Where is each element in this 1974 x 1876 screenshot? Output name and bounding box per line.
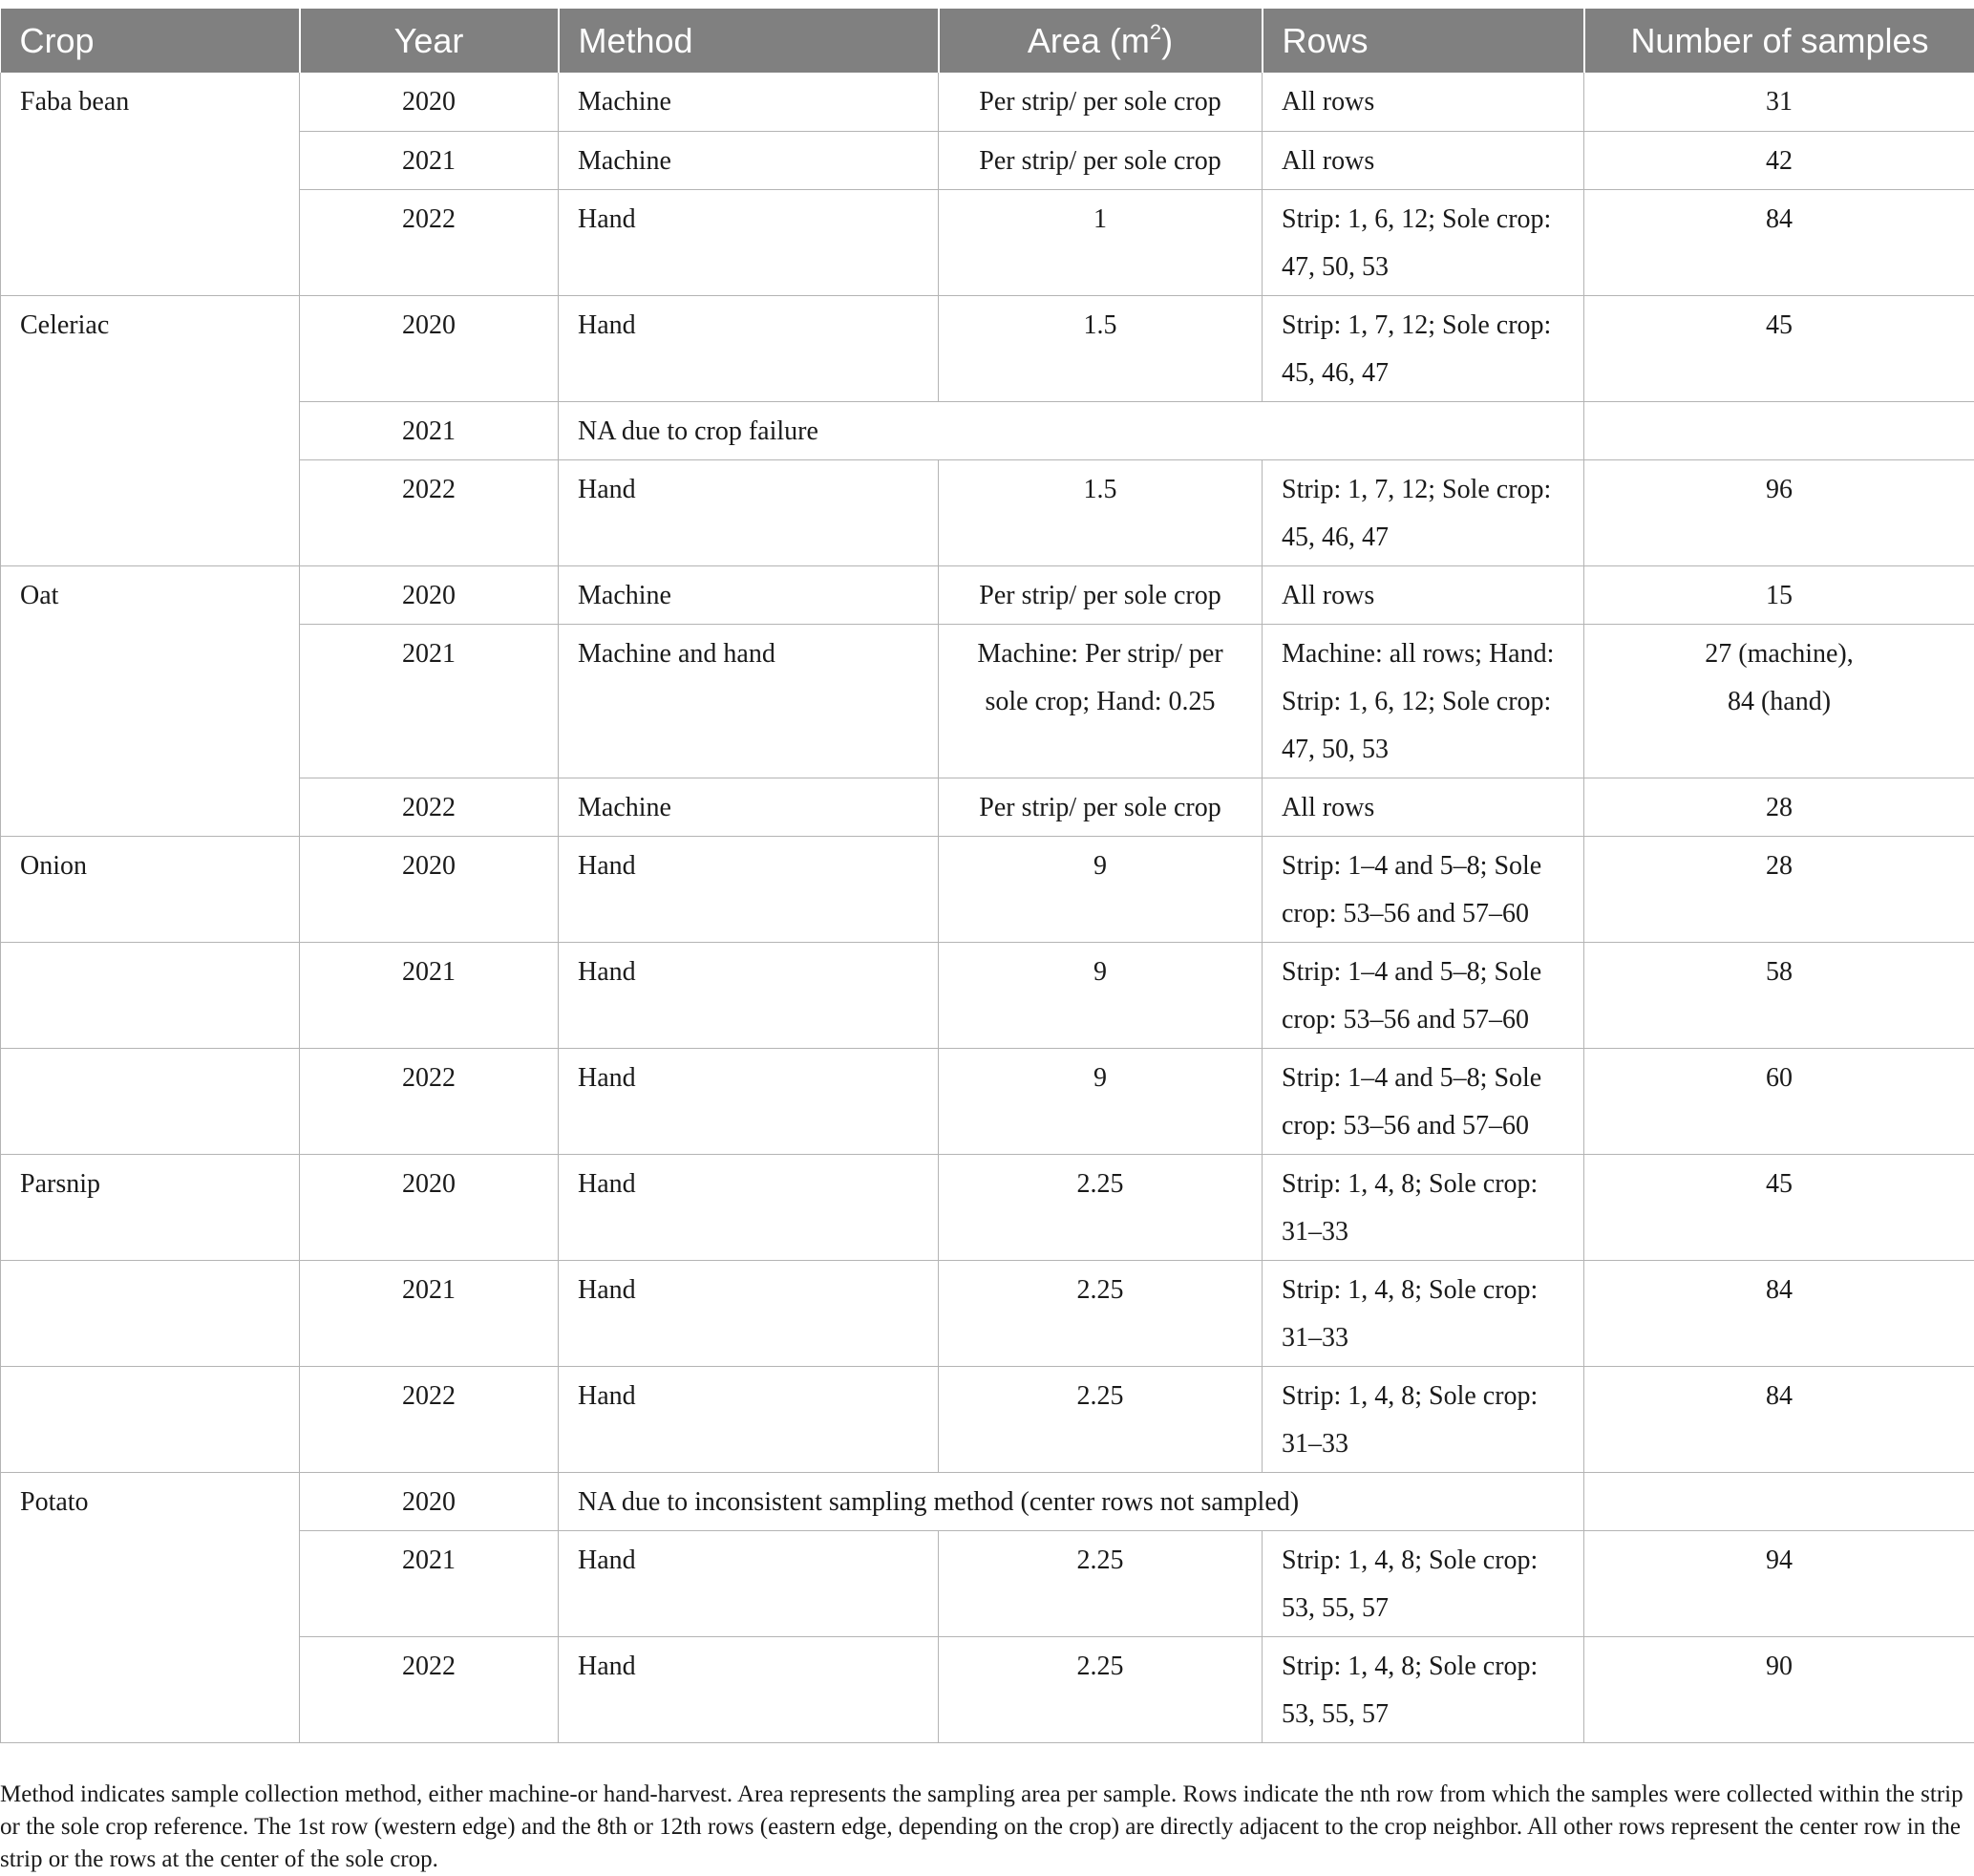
method-cell: Hand: [559, 189, 939, 295]
rows-cell: Strip: 1–4 and 5–8; Sole crop: 53–56 and 57–60: [1263, 836, 1584, 942]
rows-cell: Strip: 1, 7, 12; Sole crop: 45, 46, 47: [1263, 459, 1584, 565]
year-cell: 2022: [300, 189, 559, 295]
method-cell: Hand: [559, 1260, 939, 1366]
table-row: [1, 1472, 1974, 1530]
year-cell: 2021: [300, 1530, 559, 1636]
rows-cell: Machine: all rows; Hand: Strip: 1, 6, 12; Sole crop: 47, 50, 53: [1263, 624, 1584, 778]
area-cell: Per strip/ per sole crop: [939, 778, 1263, 836]
crop-cell-empty: [1, 1260, 300, 1366]
samples-cell: 45: [1584, 1154, 1974, 1260]
rows-cell: All rows: [1263, 778, 1584, 836]
rows-cell: Strip: 1, 6, 12; Sole crop: 47, 50, 53: [1263, 189, 1584, 295]
crop-cell: Potato: [1, 1472, 300, 1742]
crop-cell-empty: [1, 1048, 300, 1154]
area-cell: Per strip/ per sole crop: [939, 131, 1263, 189]
method-cell: Machine: [559, 778, 939, 836]
samples-hand: 84 (hand): [1603, 678, 1955, 726]
year-cell: 2021: [300, 131, 559, 189]
header-area-close: ): [1161, 21, 1173, 60]
crop-cell: Faba bean: [1, 73, 300, 295]
crop-cell: Parsnip: [1, 1154, 300, 1260]
table-body: [1, 73, 1974, 1742]
area-cell: 9: [939, 836, 1263, 942]
area-cell: Machine: Per strip/ per sole crop; Hand: 0.25: [939, 624, 1263, 778]
table-header: [1, 9, 1974, 73]
method-cell: Hand: [559, 1530, 939, 1636]
rows-cell: Strip: 1–4 and 5–8; Sole crop: 53–56 and 57–60: [1263, 942, 1584, 1048]
rows-cell: Strip: 1–4 and 5–8; Sole crop: 53–56 and 57–60: [1263, 1048, 1584, 1154]
table-footnote: Method indicates sample collection method, either machine-or hand-harvest. Area represents the sampling area per sample. Rows indicate the nth row from which the samples were collected within the strip or the sole crop reference. The 1st row (western edge) and the 8th or 12th rows (eastern edge, depending on the crop) are directly adjacent to the crop neighbor. All other rows represent the center row in the strip or the rows at the center of the sole crop.: [0, 1779, 1967, 1876]
samples-cell: [1584, 401, 1974, 459]
rows-cell: All rows: [1263, 73, 1584, 131]
area-cell: 1: [939, 189, 1263, 295]
crop-cell: Celeriac: [1, 295, 300, 565]
method-cell: Machine: [559, 73, 939, 131]
table-row: [1, 1048, 1974, 1154]
samples-cell: 58: [1584, 942, 1974, 1048]
header-crop: Crop: [1, 9, 300, 73]
year-cell: 2022: [300, 778, 559, 836]
table-row: [1, 1366, 1974, 1472]
method-cell: Hand: [559, 942, 939, 1048]
rows-cell: Strip: 1, 4, 8; Sole crop: 31–33: [1263, 1260, 1584, 1366]
header-area: [939, 9, 1263, 73]
rows-cell: Strip: 1, 7, 12; Sole crop: 45, 46, 47: [1263, 295, 1584, 401]
method-cell: Hand: [559, 1048, 939, 1154]
area-cell: 2.25: [939, 1260, 1263, 1366]
sampling-table: [0, 9, 1974, 1743]
samples-cell: [1584, 1472, 1974, 1530]
rows-cell: Strip: 1, 4, 8; Sole crop: 31–33: [1263, 1154, 1584, 1260]
method-cell: Machine and hand: [559, 624, 939, 778]
samples-machine: 27 (machine),: [1603, 630, 1955, 678]
method-cell: Machine: [559, 131, 939, 189]
year-cell: 2020: [300, 1472, 559, 1530]
method-cell: Hand: [559, 836, 939, 942]
crop-cell: Oat: [1, 565, 300, 836]
table-row: [1, 1260, 1974, 1366]
samples-cell: 31: [1584, 73, 1974, 131]
crop-cell: Onion: [1, 836, 300, 942]
header-method: Method: [559, 9, 939, 73]
table-row: [1, 565, 1974, 624]
crop-cell-empty: [1, 1366, 300, 1472]
samples-cell: 96: [1584, 459, 1974, 565]
year-cell: 2020: [300, 1154, 559, 1260]
header-area-label: Area (m: [1028, 21, 1150, 60]
samples-cell: 45: [1584, 295, 1974, 401]
table-row: [1, 942, 1974, 1048]
method-cell: Hand: [559, 459, 939, 565]
area-cell: Per strip/ per sole crop: [939, 565, 1263, 624]
table-row: [1, 73, 1974, 131]
na-note-cell: NA due to inconsistent sampling method (center rows not sampled): [559, 1472, 1584, 1530]
samples-cell: 28: [1584, 778, 1974, 836]
header-area-superscript: 2: [1150, 20, 1161, 44]
year-cell: 2021: [300, 624, 559, 778]
year-cell: 2020: [300, 73, 559, 131]
samples-cell: 84: [1584, 1260, 1974, 1366]
samples-cell: 60: [1584, 1048, 1974, 1154]
year-cell: 2022: [300, 1636, 559, 1742]
year-cell: 2022: [300, 1366, 559, 1472]
samples-cell: 15: [1584, 565, 1974, 624]
area-cell: 1.5: [939, 459, 1263, 565]
area-cell: 2.25: [939, 1154, 1263, 1260]
samples-cell: 28: [1584, 836, 1974, 942]
header-rows: Rows: [1263, 9, 1584, 73]
header-year: Year: [300, 9, 559, 73]
year-cell: 2022: [300, 1048, 559, 1154]
method-cell: Hand: [559, 1154, 939, 1260]
year-cell: 2020: [300, 836, 559, 942]
table-row: [1, 295, 1974, 401]
header-row: [1, 9, 1974, 73]
area-cell: Per strip/ per sole crop: [939, 73, 1263, 131]
header-samples: Number of samples: [1584, 9, 1974, 73]
area-cell: 1.5: [939, 295, 1263, 401]
area-cell: 2.25: [939, 1366, 1263, 1472]
samples-cell: 84: [1584, 1366, 1974, 1472]
year-cell: 2020: [300, 565, 559, 624]
samples-cell: 90: [1584, 1636, 1974, 1742]
samples-cell: 84: [1584, 189, 1974, 295]
rows-cell: Strip: 1, 4, 8; Sole crop: 53, 55, 57: [1263, 1530, 1584, 1636]
na-note-cell: NA due to crop failure: [559, 401, 1584, 459]
rows-cell: All rows: [1263, 131, 1584, 189]
samples-cell: 94: [1584, 1530, 1974, 1636]
rows-cell: Strip: 1, 4, 8; Sole crop: 31–33: [1263, 1366, 1584, 1472]
table-row: [1, 1154, 1974, 1260]
area-cell: 2.25: [939, 1636, 1263, 1742]
table-row: [1, 836, 1974, 942]
samples-cell: 42: [1584, 131, 1974, 189]
method-cell: Hand: [559, 1366, 939, 1472]
area-cell: 9: [939, 942, 1263, 1048]
method-cell: Hand: [559, 295, 939, 401]
area-cell: 2.25: [939, 1530, 1263, 1636]
year-cell: 2021: [300, 942, 559, 1048]
rows-cell: Strip: 1, 4, 8; Sole crop: 53, 55, 57: [1263, 1636, 1584, 1742]
year-cell: 2021: [300, 1260, 559, 1366]
rows-cell: All rows: [1263, 565, 1584, 624]
method-cell: Hand: [559, 1636, 939, 1742]
year-cell: 2020: [300, 295, 559, 401]
samples-cell: [1584, 624, 1974, 778]
year-cell: 2022: [300, 459, 559, 565]
year-cell: 2021: [300, 401, 559, 459]
sampling-table-container: [0, 9, 1974, 1743]
crop-cell-empty: [1, 942, 300, 1048]
area-cell: 9: [939, 1048, 1263, 1154]
method-cell: Machine: [559, 565, 939, 624]
